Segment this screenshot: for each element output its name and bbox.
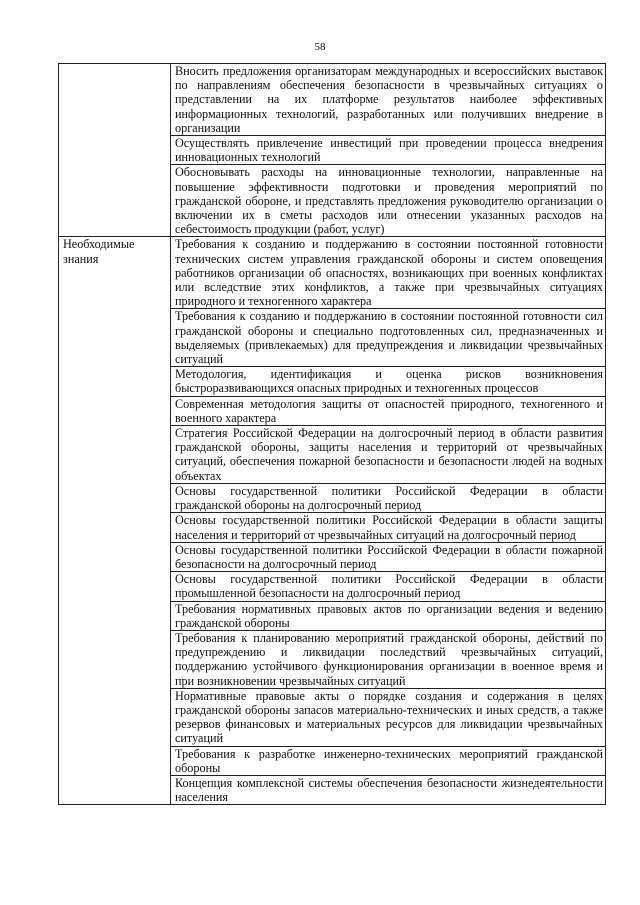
- knowledge-item: Требования к созданию и поддержанию в состоянии постоянной готовности технических систем управления гражданской обороны и систем оповещения работников организации об опасностях, возникающих при военных конфликтах или вследствие этих конфликтов, а также при чрезвычайных ситуациях природного и техногенного характера: [171, 237, 606, 309]
- requirements-table: [58, 63, 606, 805]
- row-label-empty: [59, 64, 171, 237]
- knowledge-item: Требования к созданию и поддержанию в состоянии постоянной готовности сил гражданской обороны и специально подготовленных сил, предназначенных и выделяемых (привлекаемых) для предупреждения и ликвидации чрезвычайных ситуаций: [171, 309, 606, 367]
- knowledge-item: Современная методология защиты от опасностей природного, техногенного и военного характера: [171, 396, 606, 425]
- knowledge-item: Нормативные правовые акты о порядке создания и содержания в целях гражданской обороны запасов материально-технических и иных средств, а также резервов финансовых и материальных ресурсов для ликвидации чрезвычайных ситуаций: [171, 688, 606, 746]
- knowledge-item: Основы государственной политики Российской Федерации в области защиты населения и территорий от чрезвычайных ситуаций на долгосрочный период: [171, 513, 606, 542]
- row-label-knowledge: Необходимые знания: [59, 237, 171, 805]
- knowledge-item: Основы государственной политики Российской Федерации в области пожарной безопасности на долгосрочный период: [171, 542, 606, 571]
- knowledge-item: Требования к разработке инженерно-технических мероприятий гражданской обороны: [171, 746, 606, 775]
- knowledge-item: Основы государственной политики Российской Федерации в области промышленной безопасности на долгосрочный период: [171, 572, 606, 601]
- table-row: [59, 237, 606, 309]
- skill-item: Вносить предложения организаторам международных и всероссийских выставок по направлениям обеспечения безопасности в чрезвычайных ситуациях о представлении на их платформе результатов наиболее эффективных информационных технологий, разработанных или получивших внедрение в организации: [171, 64, 606, 136]
- knowledge-item: Методология, идентификация и оценка рисков возникновения быстроразвивающихся опасных природных и техногенных процессов: [171, 367, 606, 396]
- skill-item: Обосновывать расходы на инновационные технологии, направленные на повышение эффективности подготовки и проведения мероприятий по гражданской обороне, и представлять предложения руководителю организации о включении их в сметы расходов или отнесении указанных расходов на себестоимость продукции (работ, услуг): [171, 165, 606, 237]
- page-number: 58: [314, 41, 326, 53]
- table-row: [59, 64, 606, 136]
- knowledge-item: Требования к планированию мероприятий гражданской обороны, действий по предупреждению и ликвидации последствий чрезвычайных ситуаций, поддержанию устойчивого функционирования организации в военное время и при возникновении чрезвычайных ситуаций: [171, 630, 606, 688]
- knowledge-item: Основы государственной политики Российской Федерации в области гражданской обороны на долгосрочный период: [171, 483, 606, 512]
- knowledge-item: Стратегия Российской Федерации на долгосрочный период в области развития гражданской обороны, защиты населения и территорий от чрезвычайных ситуаций, обеспечения пожарной безопасности и безопасности людей на водных объектах: [171, 426, 606, 484]
- knowledge-item: Концепция комплексной системы обеспечения безопасности жизнедеятельности населения: [171, 775, 606, 804]
- knowledge-item: Требования нормативных правовых актов по организации ведения и ведению гражданской обороны: [171, 601, 606, 630]
- skill-item: Осуществлять привлечение инвестиций при проведении процесса внедрения инновационных технологий: [171, 136, 606, 165]
